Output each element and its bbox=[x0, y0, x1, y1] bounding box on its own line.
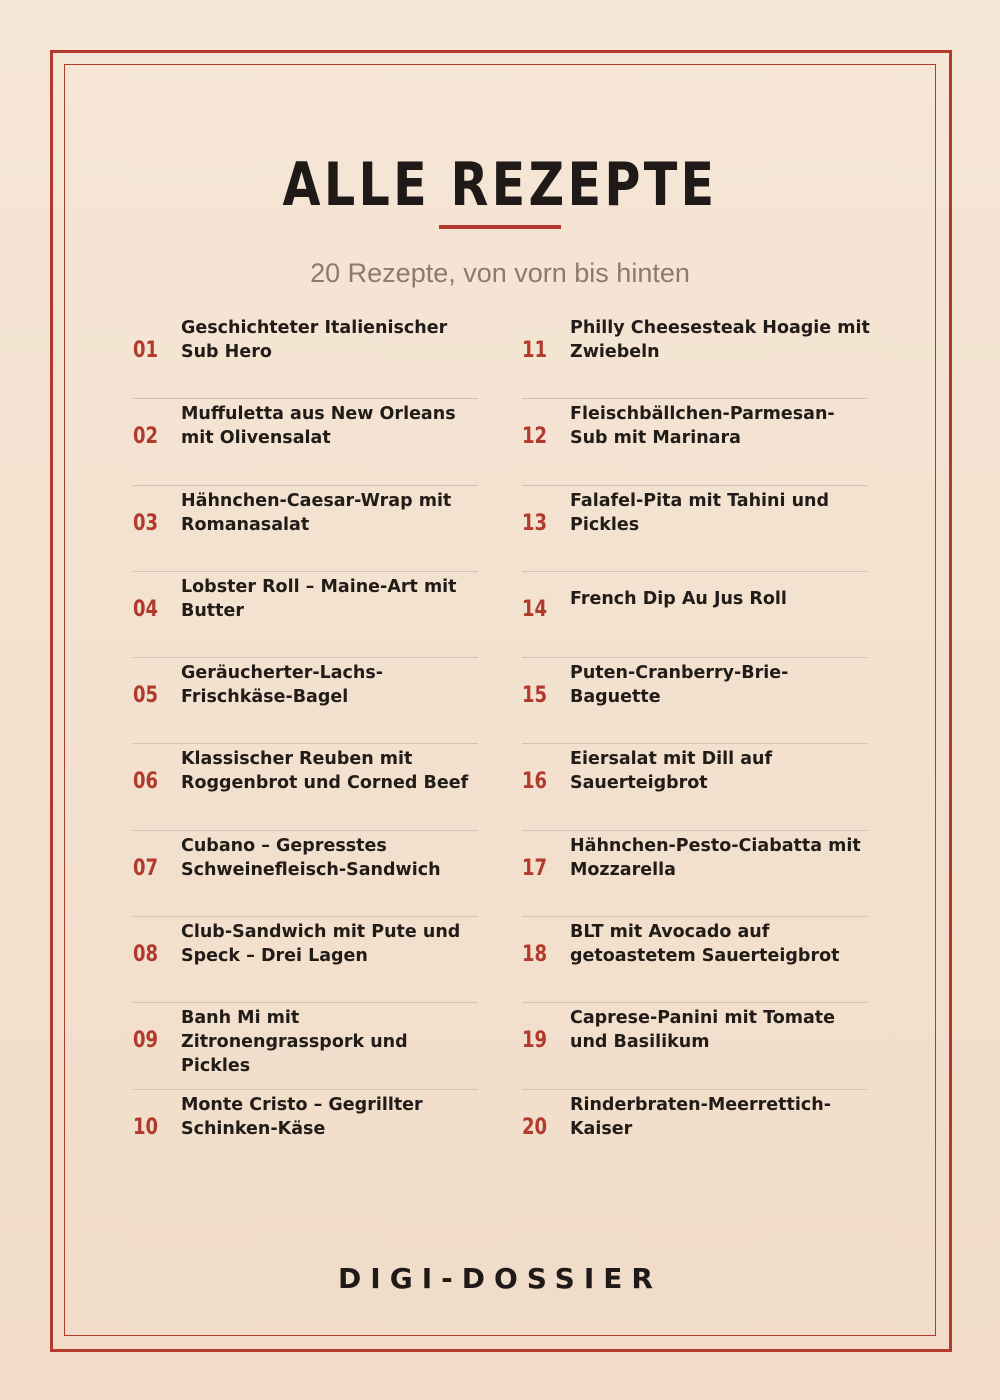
recipe-name: Hähnchen-Caesar-Wrap mit Romanasalat bbox=[181, 490, 452, 535]
recipe-item bbox=[522, 1002, 867, 1088]
recipe-item bbox=[522, 916, 867, 1002]
recipe-number: 06 bbox=[133, 769, 159, 795]
recipe-name: Falafel-Pita mit Tahini und Pickles bbox=[570, 490, 830, 535]
recipe-name: Geräucherter-Lachs-Frischkäse-Bagel bbox=[181, 663, 384, 708]
title-underline bbox=[439, 225, 561, 229]
recipe-number: 04 bbox=[133, 596, 159, 622]
recipe-column-left bbox=[133, 312, 478, 1175]
recipe-number: 18 bbox=[522, 942, 548, 968]
page-subtitle: 20 Rezepte, von vorn bis hinten bbox=[310, 258, 690, 288]
page-title: ALLE REZEPTE bbox=[282, 150, 718, 220]
recipe-number: 12 bbox=[522, 424, 548, 450]
recipe-name: Banh Mi mit Zitronengrasspork und Pickles bbox=[181, 1008, 408, 1077]
recipe-number: 11 bbox=[522, 338, 548, 363]
recipe-name: Rinderbraten-Meerrettich-Kaiser bbox=[570, 1094, 831, 1139]
recipe-name: Eiersalat mit Dill auf Sauerteigbrot bbox=[570, 749, 773, 794]
recipe-name: French Dip Au Jus Roll bbox=[570, 588, 787, 609]
recipe-number: 05 bbox=[133, 683, 159, 709]
recipe-number: 20 bbox=[522, 1114, 548, 1140]
recipe-item bbox=[133, 485, 478, 571]
recipe-name: Puten-Cranberry-Brie-Baguette bbox=[570, 663, 789, 708]
recipe-name: Muffuletta aus New Orleans mit Olivensalat bbox=[181, 404, 456, 449]
recipe-item bbox=[522, 571, 867, 657]
recipe-item bbox=[133, 571, 478, 657]
recipe-item bbox=[522, 743, 867, 829]
recipe-item bbox=[522, 312, 870, 398]
recipe-item bbox=[133, 312, 478, 398]
recipe-name: Philly Cheesesteak Hoagie mit Zwiebeln bbox=[570, 318, 870, 362]
recipe-number: 16 bbox=[522, 769, 548, 795]
recipe-number: 09 bbox=[133, 1028, 159, 1054]
recipe-name: Lobster Roll – Maine-Art mit Butter bbox=[181, 576, 457, 621]
recipe-item bbox=[522, 1089, 867, 1175]
recipe-item bbox=[133, 1002, 478, 1088]
recipe-number: 14 bbox=[522, 596, 548, 622]
recipe-column-right bbox=[522, 312, 870, 1175]
recipe-name: Klassischer Reuben mit Roggenbrot und Corned Beef bbox=[181, 749, 469, 794]
recipe-name: Cubano – Gepresstes Schweinefleisch-Sandwich bbox=[181, 835, 441, 880]
recipe-item bbox=[522, 830, 867, 916]
recipe-name: Geschichteter Italienischer Sub Hero bbox=[181, 318, 448, 362]
recipe-name: Fleischbällchen-Parmesan-Sub mit Marinara bbox=[570, 404, 835, 449]
recipe-name: Club-Sandwich mit Pute und Speck – Drei Lagen bbox=[181, 922, 461, 967]
recipe-number: 02 bbox=[133, 424, 159, 450]
recipe-name: Hähnchen-Pesto-Ciabatta mit Mozzarella bbox=[570, 835, 861, 880]
recipe-item bbox=[133, 830, 478, 916]
recipe-item bbox=[522, 657, 867, 743]
recipe-number: 07 bbox=[133, 855, 159, 881]
recipe-number: 08 bbox=[133, 942, 159, 968]
recipe-number: 01 bbox=[133, 338, 159, 363]
recipe-item bbox=[133, 1089, 478, 1175]
brand-footer: DIGI-DOSSIER bbox=[338, 1262, 662, 1295]
recipe-name: BLT mit Avocado auf getoastetem Sauerteigbrot bbox=[570, 922, 840, 967]
recipe-item bbox=[522, 398, 867, 484]
recipe-number: 13 bbox=[522, 510, 548, 536]
recipe-name: Caprese-Panini mit Tomate und Basilikum bbox=[570, 1008, 836, 1053]
recipe-number: 15 bbox=[522, 683, 548, 709]
recipe-item bbox=[133, 916, 478, 1002]
recipe-number: 10 bbox=[133, 1114, 159, 1140]
recipe-item bbox=[133, 743, 478, 829]
recipe-item bbox=[133, 398, 478, 484]
recipe-number: 03 bbox=[133, 510, 159, 536]
recipe-item bbox=[133, 657, 478, 743]
recipe-number: 19 bbox=[522, 1028, 548, 1054]
recipe-item bbox=[522, 485, 867, 571]
recipe-name: Monte Cristo – Gegrillter Schinken-Käse bbox=[181, 1094, 423, 1139]
recipe-number: 17 bbox=[522, 855, 548, 881]
